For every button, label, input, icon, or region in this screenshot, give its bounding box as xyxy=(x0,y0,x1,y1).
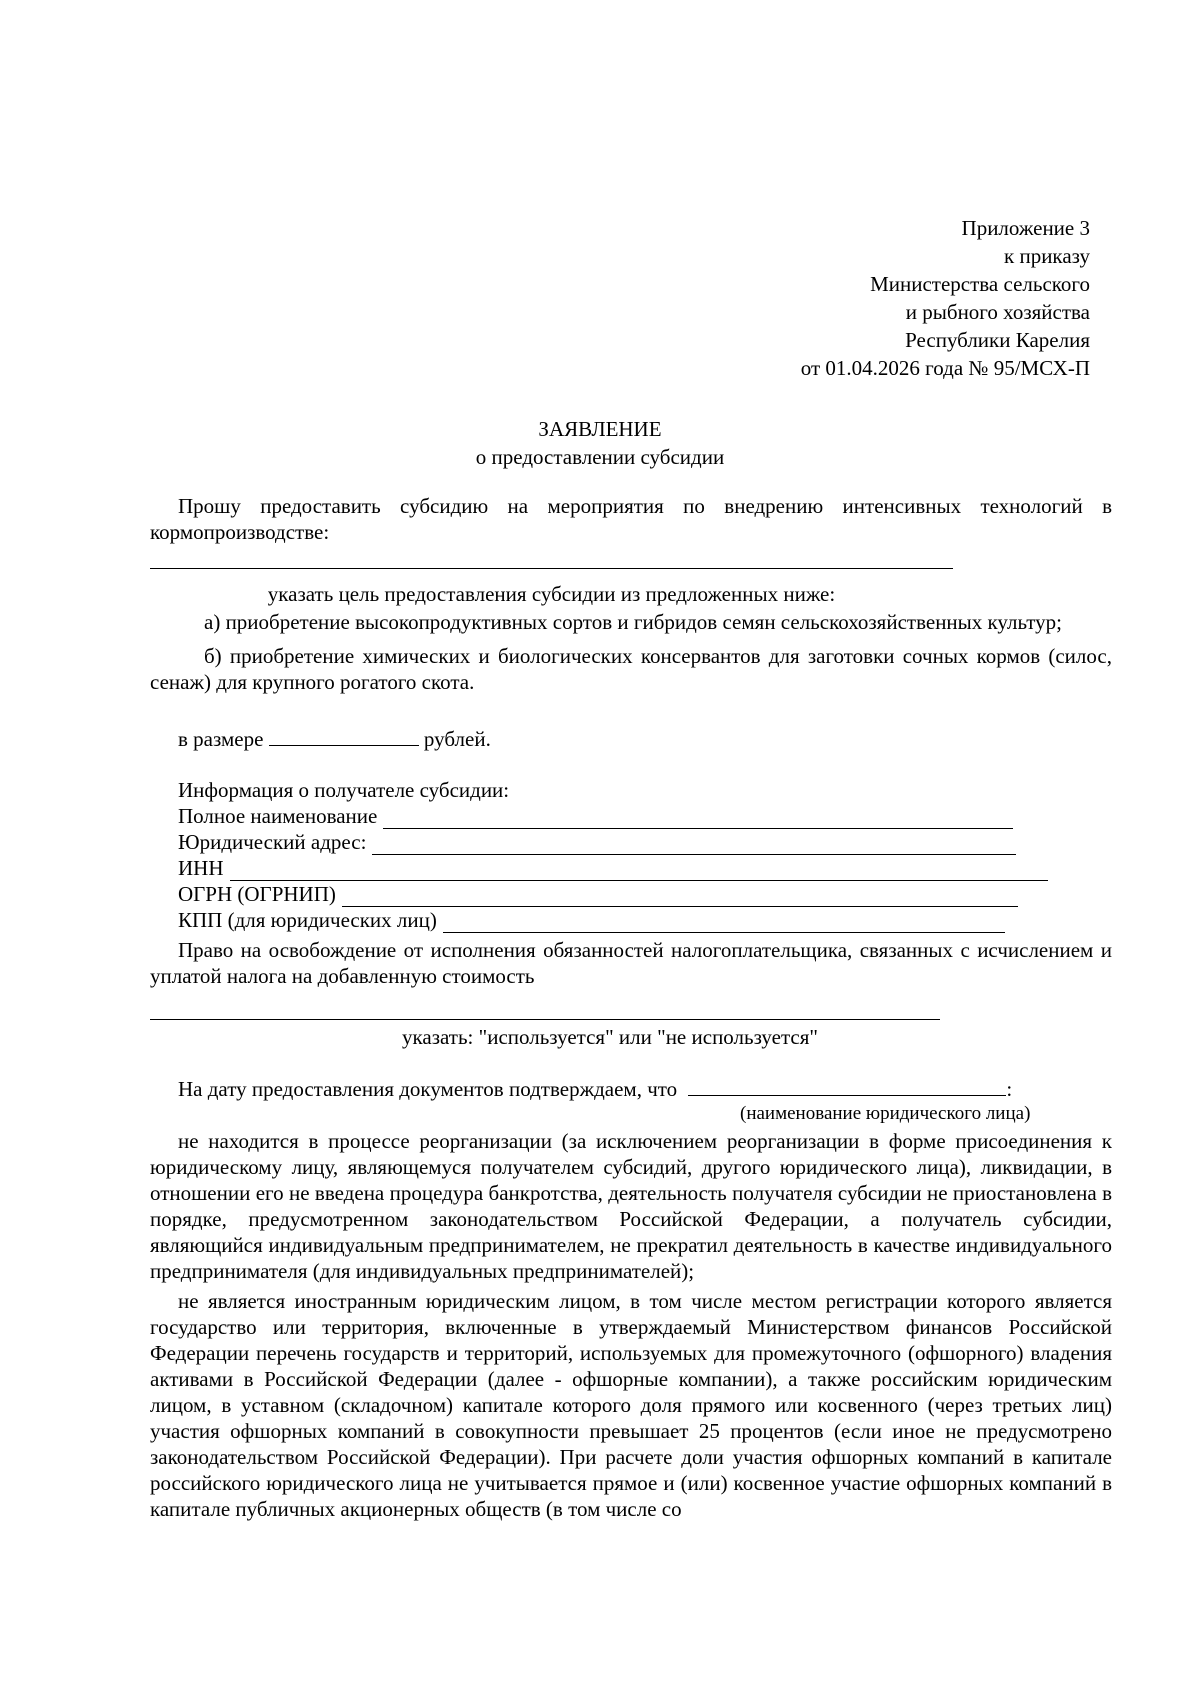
vat-hint-block xyxy=(150,1024,940,1050)
clauses-block xyxy=(150,1128,1112,1522)
clause-2: не является иностранным юридическим лицом, в том числе местом регистрации которого является государство или территория, включенные в утверждаемый Министерством финансов Российской Федерации перечень государств и территорий, используемых для промежуточного (офшорного) владения активами в Российской Федерации (далее - офшорные компании), а также российским юридическим лицом, в уставном (складочном) капитале которого доля прямого или косвенного (через третьих лиц) участия офшорных компаний в совокупности превышает 25 процентов (если иное не предусмотрено законодательством Российской Федерации). При расчете доли участия офшорных компаний в капитале российского юридического лица не учитывается прямое и (или) косвенное участие офшорных компаний в капитале публичных акционерных обществ (в том числе со xyxy=(150,1289,1112,1521)
ogrn-field[interactable] xyxy=(342,886,1018,907)
appendix-line: и рыбного хозяйства xyxy=(905,300,1090,324)
amount-row xyxy=(150,725,1112,752)
vat-paragraph: Право на освобождение от исполнения обязанностей налогоплательщика, связанных с исчислением и уплатой налога на добавленную стоимость xyxy=(150,938,1112,988)
appendix-header xyxy=(801,214,1090,382)
vat-field[interactable] xyxy=(150,1019,940,1020)
appendix-line: Приложение 3 xyxy=(961,216,1090,240)
purpose-field[interactable] xyxy=(150,568,953,569)
confirm-row xyxy=(150,1075,1112,1102)
vat-hint: указать: "используется" или "не используется" xyxy=(402,1025,818,1049)
option-b: б) приобретение химических и биологических консервантов для заготовки сочных кормов (силос, сенаж) для крупного рогатого скота. xyxy=(150,644,1112,694)
confirm-text: На дату предоставления документов подтверждаем, что xyxy=(178,1077,678,1101)
appendix-line: Министерства сельского xyxy=(870,272,1090,296)
title-sub: о предоставлении субсидии xyxy=(475,445,725,469)
vat-blank-line[interactable] xyxy=(150,1019,940,1020)
full-name-field[interactable] xyxy=(383,808,1013,829)
address-row xyxy=(150,829,1112,855)
clause-1: не находится в процессе реорганизации (за исключением реорганизации в форме присоединения к юридическому лицу, являющемуся получателем субсидий, другого юридического лица), ликвидации, в отношении его не введена процедура банкротства, деятельность получателя субсидии не приостановлена в порядке, предусмотренном законодательством Российской Федерации, а получатель субсидии, являющийся индивидуальным предпринимателем, не прекратил деятельность в качестве индивидуального предпринимателя (для индивидуальных предпринимателей); xyxy=(150,1129,1112,1283)
full-name-label: Полное наименование xyxy=(178,804,378,828)
ogrn-label: ОГРН (ОГРНИП) xyxy=(178,882,336,906)
org-name-field[interactable] xyxy=(688,1075,1006,1096)
amount-blank[interactable] xyxy=(269,725,419,746)
purpose-blank-line[interactable] xyxy=(150,568,953,569)
document-title xyxy=(0,415,1200,471)
kpp-field[interactable] xyxy=(443,912,1005,933)
recipient-heading: Информация о получателе субсидии: xyxy=(178,778,510,802)
address-label: Юридический адрес: xyxy=(178,830,367,854)
purpose-hint-block xyxy=(150,581,953,607)
intro-block xyxy=(150,493,1112,545)
full-name-row xyxy=(150,803,1112,829)
appendix-line: Республики Карелия xyxy=(905,328,1090,352)
confirm-colon: : xyxy=(1006,1077,1013,1101)
appendix-line: от 01.04.2026 года № 95/МСХ-П xyxy=(800,356,1090,380)
amount-suffix: рублей. xyxy=(423,727,491,751)
amount-prefix: в размере xyxy=(178,727,264,751)
kpp-row xyxy=(150,907,1112,933)
appendix-line: к приказу xyxy=(1004,244,1090,268)
purpose-hint: указать цель предоставления субсидии из предложенных ниже: xyxy=(267,582,836,606)
org-name-hint: (наименование юридического лица) xyxy=(740,1103,1031,1124)
address-field[interactable] xyxy=(372,834,1016,855)
inn-label: ИНН xyxy=(178,856,224,880)
vat-block xyxy=(150,937,1112,989)
intro-paragraph: Прошу предоставить субсидию на мероприятия по внедрению интенсивных технологий в кормопроизводстве: xyxy=(150,494,1112,544)
options-block xyxy=(150,609,1112,695)
inn-row xyxy=(150,855,1112,881)
title-main: ЗАЯВЛЕНИЕ xyxy=(538,417,662,441)
recipient-block xyxy=(150,777,1112,933)
kpp-label: КПП (для юридических лиц) xyxy=(178,908,437,932)
inn-field[interactable] xyxy=(230,860,1048,881)
option-a: а) приобретение высокопродуктивных сортов и гибридов семян сельскохозяйственных культур; xyxy=(204,610,1063,634)
ogrn-row xyxy=(150,881,1112,907)
